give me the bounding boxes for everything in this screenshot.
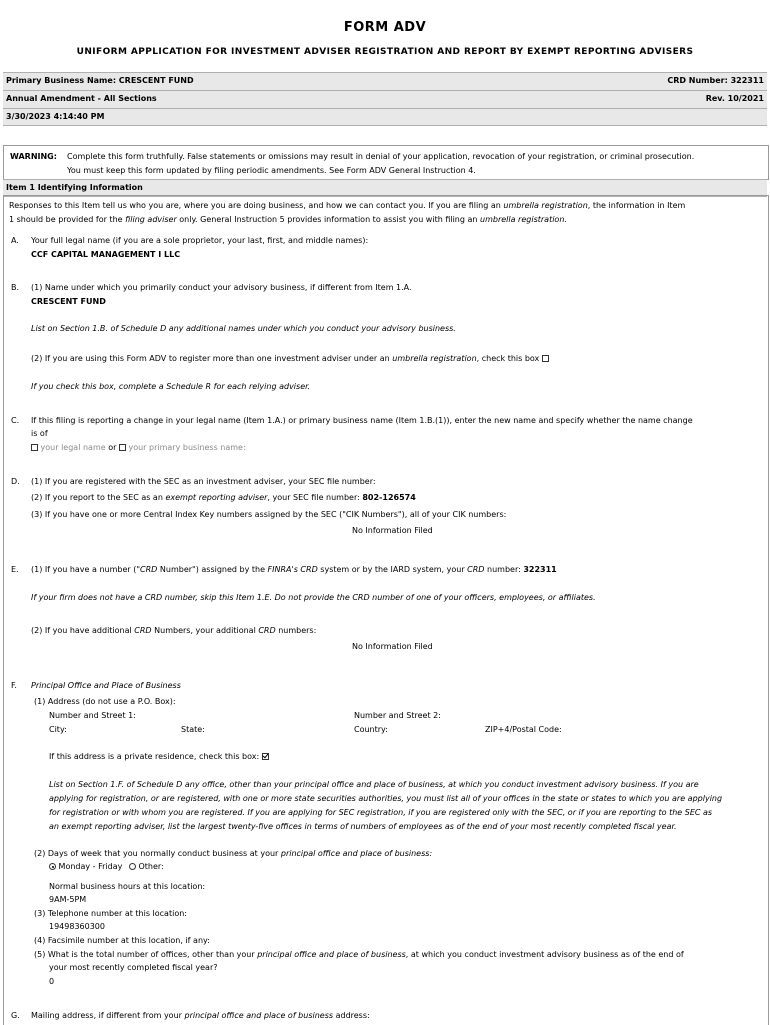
private-residence-checkbox[interactable] — [262, 753, 269, 760]
cik-numbers-value: No Information Filed — [352, 526, 433, 535]
item1-intro-line-1: Responses to this Item tell us who you are, where you are doing business, and how we can contact you. If you are filing an umbrella registration, the information in Item — [9, 201, 686, 210]
item1-body — [3, 195, 769, 1025]
item-f-note-line-2: applying for registration, or are registered, with one or more state securities authorities, you must list all of your offices in the state or states to which you are applying — [49, 794, 723, 803]
item-d-q2: (2) If you report to the SEC as an exempt reporting adviser, your SEC file number: 802-126574 — [31, 493, 416, 502]
city-label: City: — [49, 725, 67, 734]
or-label: or — [108, 443, 117, 452]
umbrella-registration-checkbox[interactable] — [542, 355, 549, 362]
street-2-label: Number and Street 2: — [354, 711, 441, 720]
item-b-note-1: List on Section 1.B. of Schedule D any additional names under which you conduct your advisory business. — [31, 324, 456, 333]
item-d-letter: D. — [11, 477, 20, 486]
form-title: FORM ADV — [343, 20, 427, 35]
item-e-q1: (1) If you have a number ("CRD Number") assigned by the FINRA's CRD system or by the IARD system, your CRD number: 322311 — [31, 565, 557, 574]
phone-question: (3) Telephone number at this location: — [34, 909, 187, 918]
offices-question: (5) What is the total number of offices, other than your principal office and place of business, at which you conduct investment advisory business as of the end of — [34, 950, 684, 959]
primary-business-name: Primary Business Name: CRESCENT FUND — [6, 76, 194, 85]
other-days-radio[interactable] — [129, 863, 136, 870]
hours-label: Normal business hours at this location: — [49, 882, 206, 891]
item-b-note-2: If you check this box, complete a Schedule R for each relying adviser. — [31, 382, 311, 391]
country-label: Country: — [354, 725, 388, 734]
rev-label: Rev. 10/2021 — [705, 94, 764, 103]
legal-name-value: CCF CAPITAL MANAGEMENT I LLC — [31, 250, 181, 259]
item-f-heading: Principal Office and Place of Business — [31, 681, 181, 690]
private-residence-question: If this address is a private residence, check this box: — [49, 752, 269, 761]
offices-value: 0 — [49, 977, 55, 986]
item-g-question: Mailing address, if different from your principal office and place of business address: — [31, 1011, 370, 1020]
warning-line-2: You must keep this form updated by filing periodic amendments. See Form ADV General Instruction 4. — [67, 166, 476, 175]
item-c-question-line-2: is of — [31, 429, 48, 438]
item1-intro-line-2: 1 should be provided for the filing adviser only. General Instruction 5 provides information to assist you with filing an umbrella registration. — [9, 215, 567, 224]
other-days-label: Other: — [138, 862, 164, 871]
header-bar-2 — [3, 90, 767, 108]
days-options — [49, 862, 164, 871]
form-subtitle: UNIFORM APPLICATION FOR INVESTMENT ADVISER REGISTRATION AND REPORT BY EXEMPT REPORTING ADVISERS — [76, 47, 694, 57]
fax-question: (4) Facsimile number at this location, if any: — [34, 936, 210, 945]
item-b-q2: (2) If you are using this Form ADV to register more than one investment adviser under an umbrella registration, check this box — [31, 354, 549, 363]
warning-box — [3, 145, 769, 180]
phone-value: 19498360300 — [49, 922, 105, 931]
address-question: (1) Address (do not use a P.O. Box): — [34, 697, 176, 706]
item-b-q1: (1) Name under which you primarily conduct your advisory business, if different from Item 1.A. — [31, 283, 412, 292]
monday-friday-radio[interactable] — [49, 863, 56, 870]
item-e-note: If your firm does not have a CRD number, skip this Item 1.E. Do not provide the CRD number of one of your officers, employees, or affiliates. — [31, 593, 596, 602]
item-b-letter: B. — [11, 283, 20, 292]
additional-crd-value: No Information Filed — [352, 642, 433, 651]
street-1-label: Number and Street 1: — [49, 711, 136, 720]
item-c-question-line-1: If this filing is reporting a change in your legal name (Item 1.A.) or primary business name (Item 1.B.(1)), enter the new name and specify whether the name change — [31, 416, 693, 425]
item-d-q1: (1) If you are registered with the SEC as an investment adviser, your SEC file number: — [31, 477, 376, 486]
state-label: State: — [181, 725, 205, 734]
monday-friday-label: Monday - Friday — [58, 862, 123, 871]
item-d-q3: (3) If you have one or more Central Index Key numbers assigned by the SEC ("CIK Numbers"), all of your CIK numbers: — [31, 510, 507, 519]
item1-heading: Item 1 Identifying Information — [6, 183, 143, 192]
crd-number-value: 322311 — [523, 565, 557, 574]
header-bar-3 — [3, 108, 767, 126]
item-e-letter: E. — [11, 565, 19, 574]
hours-value: 9AM-5PM — [49, 895, 87, 904]
item-f-note-line-3: for registration or with whom you are registered. If you are applying for SEC registration, if you are registered only with the SEC, or if you are reporting to the SEC as — [49, 808, 713, 817]
warning-label: WARNING: — [10, 152, 57, 161]
offices-question-line-2: your most recently completed fiscal year? — [49, 963, 218, 972]
item-a-question: Your full legal name (if you are a sole proprietor, your last, first, and middle names): — [31, 236, 369, 245]
business-name-value: CRESCENT FUND — [31, 297, 106, 306]
days-question: (2) Days of week that you normally conduct business at your principal office and place of business: — [34, 849, 433, 858]
item-g-letter: G. — [11, 1011, 20, 1020]
legal-name-change-checkbox[interactable] — [31, 444, 38, 451]
zip-label: ZIP+4/Postal Code: — [485, 725, 562, 734]
business-name-change-checkbox[interactable] — [119, 444, 126, 451]
sec-file-number: 802-126574 — [362, 493, 416, 502]
legal-name-option-label: your legal name — [40, 443, 106, 452]
timestamp: 3/30/2023 4:14:40 PM — [6, 112, 105, 121]
item-a-letter: A. — [11, 236, 19, 245]
annual-amendment: Annual Amendment - All Sections — [6, 94, 157, 103]
item-f-letter: F. — [11, 681, 17, 690]
item-f-note-line-1: List on Section 1.F. of Schedule D any office, other than your principal office and place of business, at which you conduct investment advisory business. If you are — [49, 780, 699, 789]
item-f-note-line-4: an exempt reporting adviser, list the largest twenty-five offices in terms of numbers of employees as of the end of your most recently completed fiscal year. — [49, 822, 677, 831]
item-e-q2: (2) If you have additional CRD Numbers, your additional CRD numbers: — [31, 626, 317, 635]
header-bar-1 — [3, 72, 767, 90]
crd-number: CRD Number: 322311 — [667, 76, 764, 85]
business-name-option-label: your primary business name: — [128, 443, 246, 452]
item-c-options — [31, 443, 246, 452]
warning-line-1: Complete this form truthfully. False statements or omissions may result in denial of your application, revocation of your registration, or criminal prosecution. — [67, 152, 695, 161]
item-c-letter: C. — [11, 416, 20, 425]
